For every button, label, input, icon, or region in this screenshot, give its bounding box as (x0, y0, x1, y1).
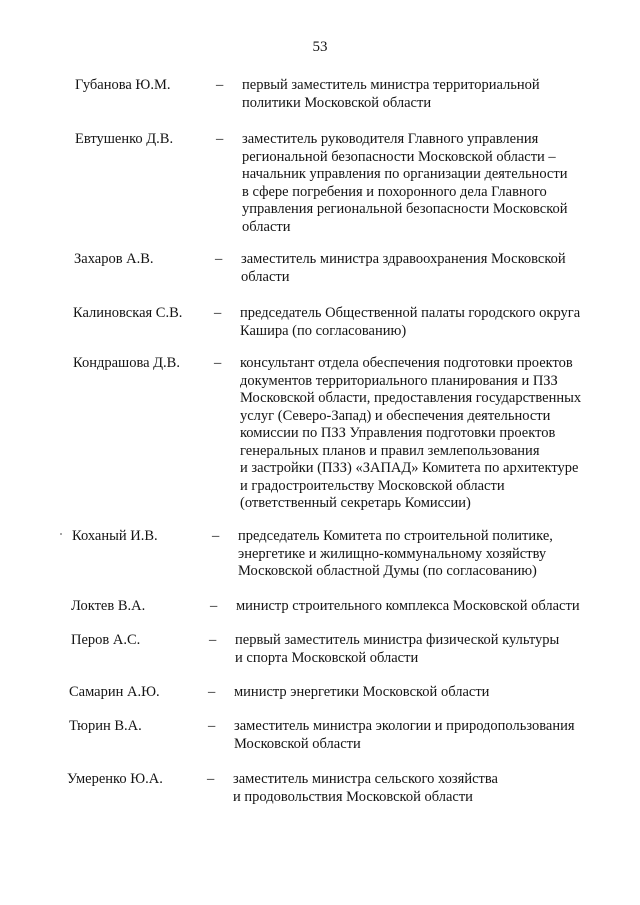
member-role: первый заместитель министра физической культуры и спорта Московской области (235, 632, 560, 666)
page-number: 53 (312, 39, 328, 55)
member-name: Умеренко Ю.А. (67, 771, 163, 787)
member-role: заместитель министра сельского хозяйства и продовольствия Московской области (233, 771, 498, 805)
member-name: Захаров А.В. (74, 251, 154, 267)
dash-separator: – (214, 305, 222, 321)
member-name: Тюрин В.А. (69, 718, 142, 734)
member-name: Локтев В.А. (71, 598, 146, 614)
dash-separator: – (216, 131, 224, 147)
member-name: Калиновская С.В. (73, 305, 183, 321)
member-name: Самарин А.Ю. (69, 684, 160, 700)
member-role: заместитель министра здравоохранения Московской области (241, 251, 566, 285)
dash-separator: – (208, 684, 216, 700)
dash-separator: – (207, 771, 215, 787)
member-role: председатель Общественной палаты городского округа Кашира (по согласованию) (240, 305, 581, 339)
dash-separator: – (216, 77, 224, 93)
member-role: заместитель министра экологии и природопользования Московской области (234, 718, 575, 752)
member-role: министр строительного комплекса Московской области (236, 598, 580, 614)
member-role: консультант отдела обеспечения подготовки проектов документов территориального планирования и ПЗЗ Московской области, предоставления государственных услуг (Северо-Запад) и обеспечения деятельности комиссии по ПЗЗ Управления подготовки проектов генеральных планов и правил землепользования и застройки (ПЗЗ) «ЗАПАД» Комитета по архитектуре и градостроительству Московской области (ответственный секретарь Комиссии) (240, 355, 582, 511)
dash-separator: – (212, 528, 220, 544)
dash-separator: – (208, 718, 216, 734)
dash-separator: – (209, 632, 217, 648)
dash-separator: – (210, 598, 218, 614)
member-name: Коханый И.В. (72, 528, 158, 544)
member-name: Евтушенко Д.В. (75, 131, 174, 147)
dash-separator: – (215, 251, 223, 267)
member-role: первый заместитель министра территориальной политики Московской области (242, 77, 540, 111)
dash-separator: – (214, 355, 222, 371)
member-name: Кондрашова Д.В. (73, 355, 180, 371)
scan-speck (60, 533, 62, 535)
member-name: Губанова Ю.М. (75, 77, 171, 93)
member-role: заместитель руководителя Главного управления региональной безопасности Московской области – начальник управления по организации деятельности в сфере погребения и похоронного дела Главного управления региональной безопасности Московской области (242, 131, 568, 235)
member-name: Перов А.С. (71, 632, 141, 648)
member-role: председатель Комитета по строительной политике, энергетике и жилищно-коммунальному хозяйству Московской областной Думы (по согласованию) (238, 528, 553, 579)
member-role: министр энергетики Московской области (234, 684, 490, 700)
